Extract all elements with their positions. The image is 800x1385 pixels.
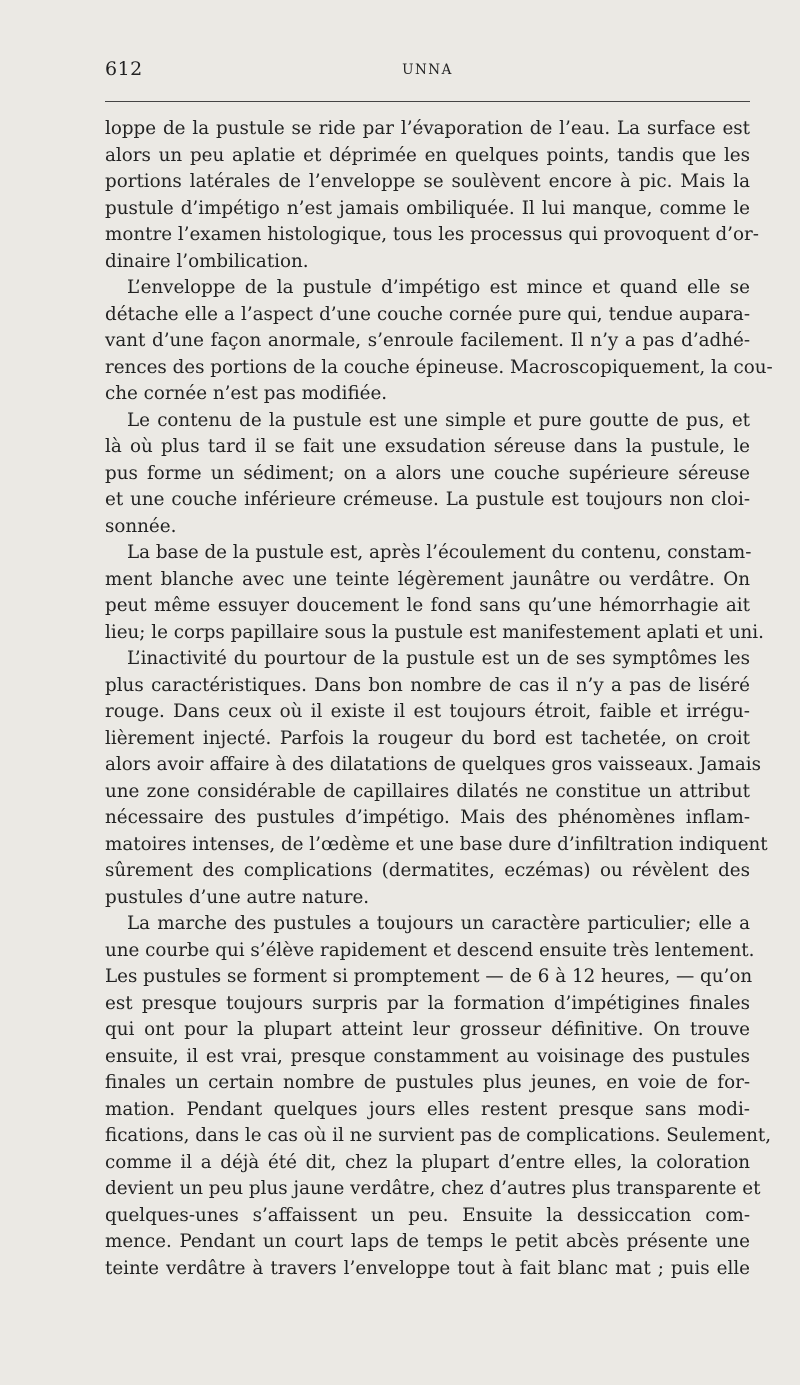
- text-line: mation. Pendant quelques jours elles restent presque sans modi-: [105, 1098, 750, 1120]
- text-line: plus caractéristiques. Dans bon nombre de cas il n’y a pas de liséré: [105, 674, 750, 696]
- text-line: teinte verdâtre à travers l’enveloppe tout à fait blanc mat ; puis elle: [105, 1257, 750, 1279]
- body-text: [105, 116, 773, 1282]
- text-line: quelques-unes s’affaissent un peu. Ensuite la dessiccation com-: [105, 1204, 750, 1226]
- text-line: portions latérales de l’enveloppe se soulèvent encore à pic. Mais la: [105, 171, 750, 192]
- text-line: alors un peu aplatie et déprimée en quelques points, tandis que les: [105, 144, 750, 166]
- text-line: mence. Pendant un court laps de temps le petit abcès présente une: [105, 1231, 750, 1252]
- text-line: montre l’examen histologique, tous les processus qui provoquent d’or-: [105, 224, 759, 245]
- text-line: La base de la pustule est, après l’écoulement du contenu, constam-: [127, 542, 752, 563]
- text-line: lièrement injecté. Parfois la rougeur du bord est tachetée, on croit: [105, 727, 750, 749]
- text-line: comme il a déjà été dit, chez la plupart d’entre elles, la coloration: [105, 1151, 750, 1173]
- text-line: L’inactivité du pourtour de la pustule est un de ses symptômes les: [127, 648, 750, 669]
- text-line: sonnée.: [105, 515, 177, 537]
- text-line: matoires intenses, de l’œdème et une base dure d’infiltration indiquent: [105, 833, 768, 855]
- text-line: et une couche inférieure crémeuse. La pustule est toujours non cloi-: [105, 489, 750, 510]
- text-line: pustules d’une autre nature.: [105, 886, 370, 908]
- text-line: Les pustules se forment si promptement — de 6 à 12 heures, — qu’on: [105, 966, 753, 987]
- text-line: nécessaire des pustules d’impétigo. Mais des phénomènes inflam-: [105, 807, 750, 828]
- text-line: ment blanche avec une teinte légèrement jaunâtre ou verdâtre. On: [105, 568, 750, 590]
- text-line: fications, dans le cas où il ne survient pas de complications. Seulement,: [105, 1125, 772, 1146]
- running-title: UNNA: [402, 62, 453, 78]
- text-line: dinaire l’ombilication.: [105, 250, 309, 272]
- text-line: Le contenu de la pustule est une simple et pure goutte de pus, et: [127, 409, 750, 431]
- text-line: loppe de la pustule se ride par l’évaporation de l’eau. La surface est: [105, 118, 750, 139]
- text-line: rences des portions de la couche épineuse. Macroscopiquement, la cou-: [105, 356, 773, 378]
- text-line: lieu; le corps papillaire sous la pustule est manifestement aplati et uni.: [105, 621, 764, 643]
- text-line: L’enveloppe de la pustule d’impétigo est mince et quand elle se: [127, 277, 750, 298]
- text-line: che cornée n’est pas modifiée.: [105, 383, 388, 404]
- text-line: qui ont pour la plupart atteint leur grosseur définitive. On trouve: [105, 1019, 750, 1040]
- text-line: une courbe qui s’élève rapidement et descend ensuite très lentement.: [105, 939, 755, 961]
- text-line: rouge. Dans ceux où il existe il est toujours étroit, faible et irrégu-: [105, 701, 750, 722]
- text-line: détache elle a l’aspect d’une couche cornée pure qui, tendue aupara-: [105, 303, 750, 325]
- page-header: [105, 58, 750, 86]
- text-line: vant d’une façon anormale, s’enroule facilement. Il n’y a pas d’adhé-: [105, 330, 750, 351]
- text-line: ensuite, il est vrai, presque constamment au voisinage des pustules: [105, 1045, 750, 1067]
- header-rule: [105, 101, 750, 102]
- text-line: là où plus tard il se fait une exsudation séreuse dans la pustule, le: [105, 436, 750, 457]
- text-line: une zone considérable de capillaires dilatés ne constitue un attribut: [105, 780, 750, 802]
- page-number: 612: [105, 58, 143, 80]
- text-line: La marche des pustules a toujours un caractère particulier; elle a: [127, 913, 750, 934]
- text-line: pus forme un sédiment; on a alors une couche supérieure séreuse: [105, 462, 750, 484]
- text-line: sûrement des complications (dermatites, eczémas) ou révèlent des: [105, 860, 750, 881]
- text-line: peut même essuyer doucement le fond sans qu’une hémorrhagie ait: [105, 595, 750, 616]
- text-line: finales un certain nombre de pustules plus jeunes, en voie de for-: [105, 1072, 750, 1093]
- text-line: alors avoir affaire à des dilatations de quelques gros vaisseaux. Jamais: [105, 754, 762, 775]
- text-line: devient un peu plus jaune verdâtre, chez d’autres plus transparente et: [105, 1178, 761, 1199]
- text-line: pustule d’impétigo n’est jamais ombiliquée. Il lui manque, comme le: [105, 197, 750, 219]
- text-line: est presque toujours surpris par la formation d’impétigines finales: [105, 992, 750, 1014]
